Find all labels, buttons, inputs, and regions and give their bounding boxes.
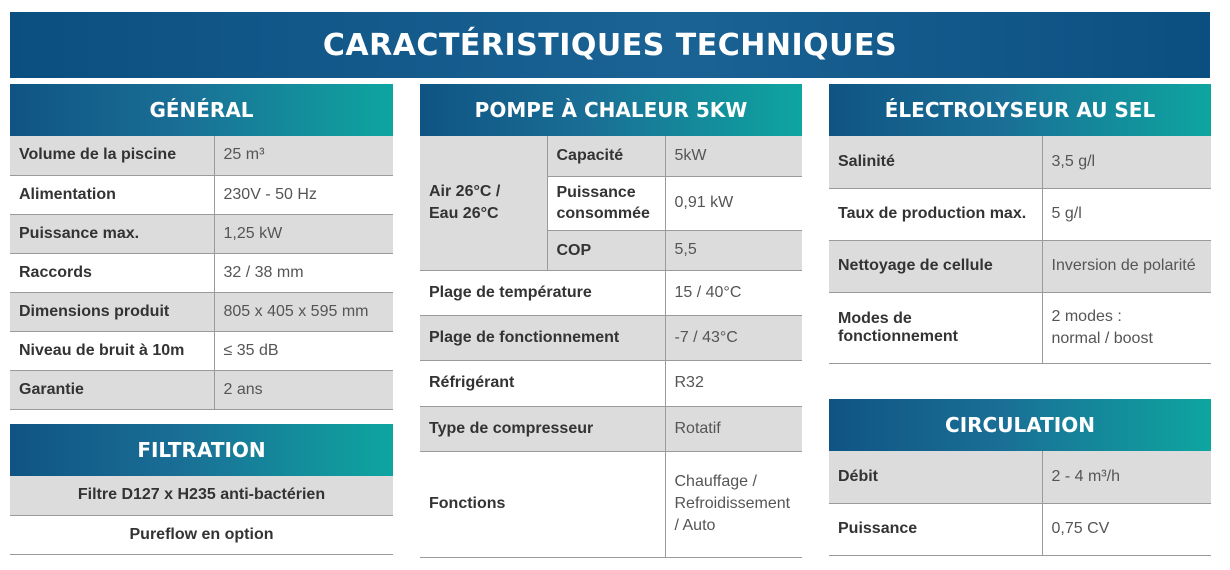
row-value: 32 / 38 mm [214, 253, 393, 292]
filtration-header: FILTRATION [10, 424, 393, 476]
pompe-header: POMPE À CHALEUR 5KW [420, 84, 802, 136]
table-row [420, 270, 802, 315]
row-label: Dimensions produit [10, 292, 214, 331]
row-value: 805 x 405 x 595 mm [214, 292, 393, 331]
table-row [829, 503, 1211, 555]
row-value: 0,75 CV [1042, 503, 1211, 555]
row-value: 5,5 [665, 230, 802, 270]
table-row [10, 214, 393, 253]
table-row [10, 292, 393, 331]
electrolyseur-header: ÉLECTROLYSEUR AU SEL [829, 84, 1211, 136]
row-value: 2 modes : normal / boost [1042, 292, 1211, 363]
row-label: Raccords [10, 253, 214, 292]
row-value: -7 / 43°C [665, 315, 802, 360]
row-label: Alimentation [10, 175, 214, 214]
row-value: R32 [665, 360, 802, 406]
table-row [829, 136, 1211, 188]
row-label: Puissance [829, 503, 1042, 555]
table-row [10, 331, 393, 370]
electrolyseur-table [829, 136, 1211, 364]
row-value: Chauffage / Refroidissement / Auto [665, 451, 802, 557]
row-value: 15 / 40°C [665, 270, 802, 315]
group-label: Air 26°C / Eau 26°C [420, 136, 547, 270]
row-label: COP [547, 230, 665, 270]
table-row [10, 476, 393, 515]
row-value: Inversion de polarité [1042, 240, 1211, 292]
row-value: 5 g/l [1042, 188, 1211, 240]
table-row [420, 451, 802, 557]
circulation-panel [829, 399, 1211, 556]
table-row [420, 136, 802, 176]
row-value: 0,91 kW [665, 176, 802, 230]
row-label: Taux de production max. [829, 188, 1042, 240]
row-value: 2 - 4 m³/h [1042, 451, 1211, 503]
pompe-panel [420, 84, 802, 558]
row-label: Débit [829, 451, 1042, 503]
row-label: Fonctions [420, 451, 665, 557]
row-value: 3,5 g/l [1042, 136, 1211, 188]
circulation-header: CIRCULATION [829, 399, 1211, 451]
table-row [10, 175, 393, 214]
row-label: Type de compresseur [420, 406, 665, 451]
row-value: ≤ 35 dB [214, 331, 393, 370]
filtration-panel [10, 424, 393, 555]
row-label: Niveau de bruit à 10m [10, 331, 214, 370]
general-table [10, 136, 393, 410]
row-label: Modes de fonctionnement [829, 292, 1042, 363]
row-value: 230V - 50 Hz [214, 175, 393, 214]
table-row [420, 406, 802, 451]
row-label: Nettoyage de cellule [829, 240, 1042, 292]
table-row [829, 451, 1211, 503]
filtration-table [10, 476, 393, 555]
table-row [829, 188, 1211, 240]
table-row [829, 240, 1211, 292]
row-label: Salinité [829, 136, 1042, 188]
row-label: Plage de température [420, 270, 665, 315]
table-row [420, 315, 802, 360]
table-row [420, 360, 802, 406]
table-row [10, 253, 393, 292]
row-text: Filtre D127 x H235 anti-bactérien [10, 476, 393, 515]
general-panel [10, 84, 393, 410]
table-row [10, 370, 393, 409]
row-label: Capacité [547, 136, 665, 176]
row-value: 25 m³ [214, 136, 393, 175]
row-value: 5kW [665, 136, 802, 176]
page-title: CARACTÉRISTIQUES TECHNIQUES [10, 12, 1210, 78]
pompe-table [420, 136, 802, 558]
row-label: Réfrigérant [420, 360, 665, 406]
row-label: Puissance max. [10, 214, 214, 253]
circulation-table [829, 451, 1211, 556]
table-row [10, 515, 393, 554]
row-value: Rotatif [665, 406, 802, 451]
row-label: Puissance consommée [547, 176, 665, 230]
table-row [829, 292, 1211, 363]
row-label: Garantie [10, 370, 214, 409]
row-label: Volume de la piscine [10, 136, 214, 175]
row-value: 1,25 kW [214, 214, 393, 253]
table-row [10, 136, 393, 175]
row-value: 2 ans [214, 370, 393, 409]
general-header: GÉNÉRAL [10, 84, 393, 136]
electrolyseur-panel [829, 84, 1211, 364]
row-label: Plage de fonctionnement [420, 315, 665, 360]
row-text: Pureflow en option [10, 515, 393, 554]
